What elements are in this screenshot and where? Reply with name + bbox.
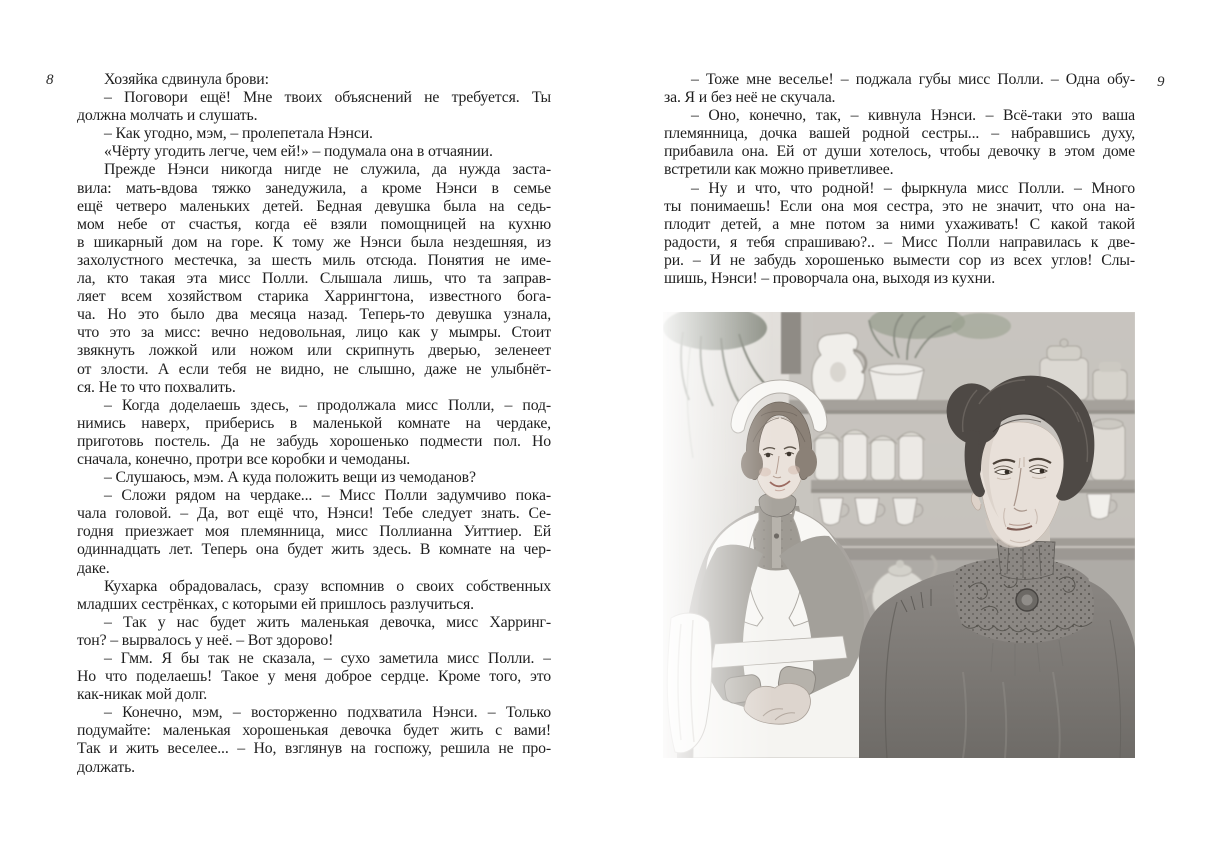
text-line: Так и жить веселее... – Но, взглянув на госпожу, решила не про- [77,740,551,758]
text-line: – Тоже мне веселье! – поджала губы мисс Полли. – Одна обу- [691,71,1135,88]
kitchen-illustration [663,312,1135,758]
text-line: – Когда доделаешь здесь, – продолжала мисс Полли, – под- [104,396,551,414]
text-line: ла, кто такая эта мисс Полли. Слышала лишь, что та заправ- [77,270,551,288]
text-line: мом небе от счастья, когда её взяли помощницей на кухню [77,215,551,233]
text-line: должать. [77,758,135,776]
text-line: чала головой. – Да, вот ещё что, Нэнси! Тебе следует знать. Се- [77,505,551,523]
page-right [607,0,1214,864]
text-line: как-никак мой долг. [77,686,208,704]
text-line: – Слушаюсь, мэм. А куда положить вещи из чемоданов? [104,469,476,487]
text-line: годня приезжает моя племянница, мисс Поллианна Уиттиер. Ей [77,523,551,541]
text-line: Но что поделаешь! Такое у меня доброе сердце. Кроме того, это [77,668,551,686]
text-line: ча. Но это было два месяца назад. Теперь-то девушка узнала, [77,306,551,324]
text-line: звякнуть ложкой или ножом или скрипнуть дверью, зеленеет [77,342,551,360]
text-line: ляет всем хозяйством старика Харрингтона, известного бога- [77,288,551,306]
text-line: встретили как можно приветливее. [664,161,894,179]
text-line: от злости. А если тебя не видно, не слышно, даже не улыбнёт- [77,360,551,378]
text-line: плодит детей, а мне потом за ними ухаживать! С какой такой [664,215,1135,233]
text-line: – Конечно, мэм, – восторженно подхватила Нэнси. – Только [104,704,551,722]
kitchen-scene-svg [663,312,1135,758]
text-line: даке. [77,559,110,577]
bodice-button [774,533,779,538]
bowl [869,364,924,400]
text-line: шишь, Нэнси! – проворчала она, выходя из кухни. [664,270,996,288]
text-line: племянница, дочка вашей родной сестры... – набравшись духу, [664,125,1135,143]
text-line: – Сложи рядом на чердаке... – Мисс Полли задумчиво пока- [104,487,551,505]
right-text-block [664,71,1135,288]
text-line: должна молчать и слушать. [77,107,258,125]
page-number-left: 8 [46,72,54,88]
text-line: ты понимаешь! Если она моя сестра, это не значит, что она на- [664,197,1135,215]
text-line: что это за мисс: вечно недовольная, лицо как у мымры. Стоит [77,324,551,342]
text-line: – Оно, конечно, так, – кивнула Нэнси. – Всё-таки это ваша [691,107,1135,125]
text-line: подумайте: маленькая хорошенькая девочка будет жить с вами! [77,722,551,740]
page-number-right: 9 [1157,74,1165,90]
text-line: захолустного местечка, за шесть миль отсюда. Понятия не име- [77,251,551,269]
text-line: одиннадцать лет. Теперь она будет жить здесь. В комнате на чер- [77,541,551,559]
text-line: «Чёрту угодить легче, чем ей!» – подумала она в отчаянии. [104,143,493,161]
text-line: – Поговори ещё! Мне твоих объяснений не требуется. Ты [104,89,551,107]
text-line: тон? – вырвалось у неё. – Вот здорово! [77,631,334,649]
text-line: в шикарный дом на горе. К тому же Нэнси была нездешняя, из [77,233,551,251]
text-line: за. Я и без неё не скучала. [664,89,836,107]
text-line: ещё четверо маленьких детей. Бедная девушка была на седь- [77,197,551,215]
text-line: приготовь постель. Да не забудь хорошенько подмести пол. Но [77,432,551,450]
text-line: сначала, конечно, протри все коробки и чемоданы. [77,450,411,468]
text-line: Кухарка обрадовалась, сразу вспомнив о своих собственных [104,577,551,595]
text-line: ри. – И не забудь хорошенько вымести сор из всех углов! Слы- [664,251,1135,269]
pitcher [812,333,866,400]
text-line: Прежде Нэнси никогда нигде не служила, да нужда заста- [104,161,551,179]
text-line: – Так у нас будет жить маленькая девочка, мисс Харринг- [104,613,551,631]
text-line: радости, я тебя спрашиваю?.. – Мисс Полли направилась к две- [664,233,1135,251]
text-line: – Ну и что, что родной! – фыркнула мисс Полли. – Много [691,179,1135,197]
text-line: вила: мать-вдова тяжко занедужила, а кроме Нэнси в семье [77,179,551,197]
text-line: – Как угодно, мэм, – пролепетала Нэнси. [104,125,373,143]
text-line: – Гмм. Я бы так не сказала, – сухо заметила мисс Полли. – [104,650,551,667]
text-line: нимись наверх, приберись в маленькой комнате на чердаке, [77,414,551,432]
text-line: Хозяйка сдвинула брови: [104,71,269,88]
text-line: прибавила она. Ей от души хотелось, чтобы девочку в этом доме [664,143,1135,161]
left-text-block [77,71,551,777]
text-line: ся. Не то что похвалить. [77,378,236,396]
text-line: младших сестрёнках, с которыми ей пришлось разлучиться. [77,595,474,613]
